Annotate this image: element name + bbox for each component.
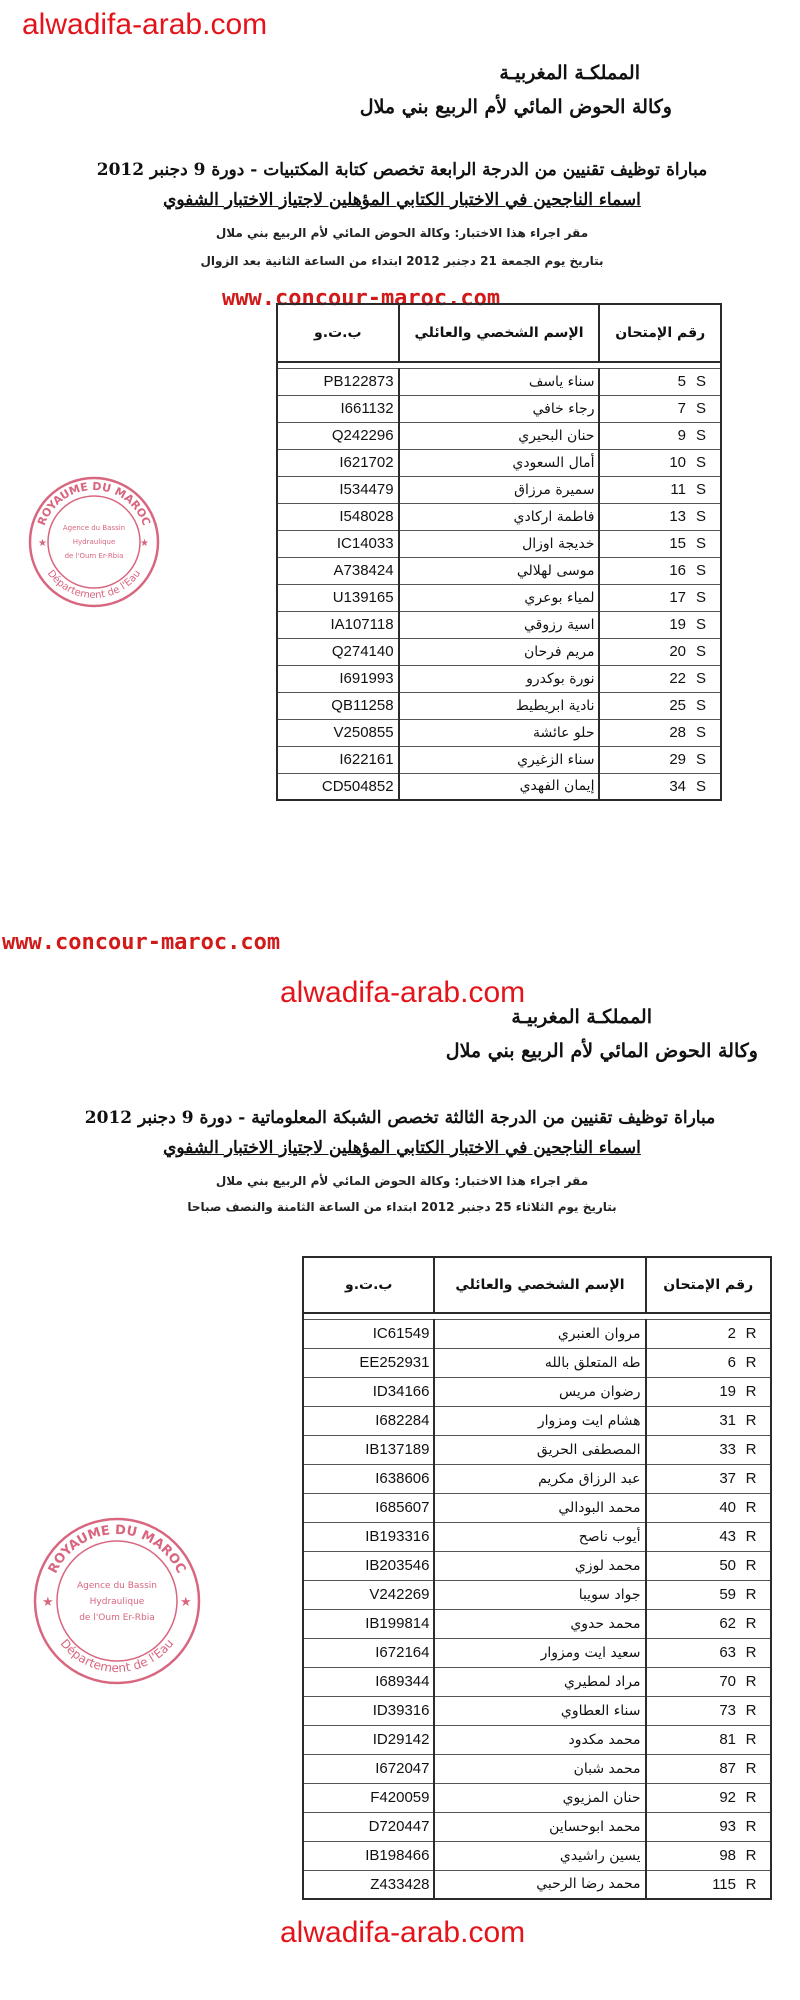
exam-number: 28	[669, 724, 686, 741]
cin-cell: I638606	[303, 1464, 434, 1493]
table-row	[277, 584, 721, 611]
exam-number-cell	[599, 395, 721, 422]
official-stamp-1	[24, 472, 164, 612]
exam-number: 9	[677, 427, 686, 444]
exam-number: 81	[719, 1731, 736, 1748]
exam-number-cell	[646, 1783, 772, 1812]
watermark-top: alwadifa-arab.com	[22, 8, 268, 41]
exam-series-letter: R	[745, 1789, 757, 1806]
exam-number-cell	[599, 611, 721, 638]
table-row	[303, 1754, 771, 1783]
table-row	[277, 692, 721, 719]
cin-cell: I672047	[303, 1754, 434, 1783]
name-cell: حنان المزيوي	[434, 1783, 645, 1812]
name-cell: محمد لوزي	[434, 1551, 645, 1580]
exam-number: 50	[719, 1557, 736, 1574]
exam-number: 34	[669, 777, 686, 795]
exam-number: 37	[719, 1470, 736, 1487]
agency-heading-1: وكالة الحوض المائي لأم الربيع بني ملال	[359, 96, 672, 118]
exam-series-letter: S	[695, 777, 706, 795]
table-row	[303, 1493, 771, 1522]
exam-number: 115	[712, 1875, 736, 1893]
exam-number-cell	[646, 1725, 772, 1754]
exam-number: 73	[719, 1702, 736, 1719]
table-row	[303, 1609, 771, 1638]
table-row	[303, 1435, 771, 1464]
table-row	[303, 1812, 771, 1841]
exam-number-cell	[599, 746, 721, 773]
name-cell: المصطفى الحريق	[434, 1435, 645, 1464]
table-row	[277, 746, 721, 773]
name-cell: جواد سويبا	[434, 1580, 645, 1609]
cin-cell: A738424	[277, 557, 399, 584]
cin-cell: Q242296	[277, 422, 399, 449]
exam-number-cell	[646, 1435, 772, 1464]
header-cin: ب.ت.و	[277, 304, 399, 362]
exam-number: 33	[719, 1441, 736, 1458]
exam-series-letter: R	[745, 1528, 757, 1545]
exam-series-letter: S	[695, 697, 706, 714]
name-cell: رجاء خافي	[399, 395, 600, 422]
table-row	[277, 611, 721, 638]
official-stamp-2	[28, 1512, 206, 1690]
table-row	[277, 449, 721, 476]
stamp-1-star-right-icon: ★	[140, 538, 149, 549]
exam-number-cell	[646, 1609, 772, 1638]
cin-cell: V250855	[277, 719, 399, 746]
cin-cell: IC14033	[277, 530, 399, 557]
exam-series-letter: S	[695, 373, 706, 390]
exam-series-letter: R	[745, 1875, 757, 1893]
exam-number-cell	[646, 1812, 772, 1841]
name-cell: حنان البحيري	[399, 422, 600, 449]
exam-title-1: مباراة توظيف تقنيين من الدرجة الرابعة تخصص كتابة المكتبيات - دورة 9 دجنبر 2012	[96, 160, 708, 180]
exam-number: 31	[719, 1412, 736, 1429]
name-cell: لمياء بوعري	[399, 584, 600, 611]
exam-subtitle-1: اسماء الناجحين في الاختبار الكتابي المؤهلين لاجتياز الاختبار الشفوي	[163, 190, 641, 210]
cin-cell: I685607	[303, 1493, 434, 1522]
exam-number-cell	[599, 557, 721, 584]
table-row	[277, 557, 721, 584]
exam-number-cell	[599, 773, 721, 800]
exam-number-cell	[646, 1754, 772, 1783]
exam-number: 98	[719, 1847, 736, 1864]
table-row	[277, 638, 721, 665]
exam-number-cell	[646, 1493, 772, 1522]
exam-series-letter: R	[745, 1760, 757, 1777]
exam-series-letter: R	[745, 1673, 757, 1690]
cin-cell: F420059	[303, 1783, 434, 1812]
table-row	[277, 719, 721, 746]
cin-cell: I689344	[303, 1667, 434, 1696]
stamp-1-inner-1: Agence du Bassin	[62, 524, 126, 532]
cin-cell: I691993	[277, 665, 399, 692]
table-row	[303, 1725, 771, 1754]
exam-number-cell	[599, 368, 721, 395]
cin-cell: IB137189	[303, 1435, 434, 1464]
name-cell: سعيد ايت ومزوار	[434, 1638, 645, 1667]
exam-number: 22	[669, 670, 686, 687]
cin-cell: I672164	[303, 1638, 434, 1667]
exam-number: 25	[669, 697, 686, 714]
cin-cell: ID34166	[303, 1377, 434, 1406]
exam-title-2: مباراة توظيف تقنيين من الدرجة الثالثة تخصص الشبكة المعلوماتية - دورة 9 دجنبر 2012	[84, 1108, 716, 1128]
stamp-1-bottom-text: Département de l'Eau	[44, 568, 144, 602]
cin-cell: PB122873	[277, 368, 399, 395]
watermark-concours-1: www.concour-maroc.com	[222, 286, 501, 311]
name-cell: أيوب ناصح	[434, 1522, 645, 1551]
cin-cell: Q274140	[277, 638, 399, 665]
watermark-bottom: alwadifa-arab.com	[280, 1916, 526, 1949]
exam-series-letter: S	[695, 643, 706, 660]
exam-subtitle-2: اسماء الناجحين في الاختبار الكتابي المؤهلين لاجتياز الاختبار الشفوي	[163, 1138, 641, 1158]
exam-number-cell	[599, 449, 721, 476]
table-row	[303, 1522, 771, 1551]
cin-cell: I621702	[277, 449, 399, 476]
exam-venue-1: مقر اجراء هذا الاختبار: وكالة الحوض المائي لأم الربيع بني ملال	[215, 226, 589, 240]
table-row	[303, 1841, 771, 1870]
table-row	[277, 368, 721, 395]
stamp-2-star-left-icon: ★	[42, 1595, 54, 1610]
exam-number-cell	[599, 584, 721, 611]
header-name: الإسم الشخصي والعائلي	[399, 304, 600, 362]
exam-number-cell	[599, 665, 721, 692]
exam-number-cell	[646, 1406, 772, 1435]
exam-number-cell	[646, 1522, 772, 1551]
exam-number-cell	[599, 638, 721, 665]
exam-number: 62	[719, 1615, 736, 1632]
exam-number: 6	[727, 1354, 736, 1371]
exam-number: 29	[669, 751, 686, 768]
exam-number-cell	[646, 1464, 772, 1493]
exam-series-letter: R	[745, 1731, 757, 1748]
table-row	[303, 1580, 771, 1609]
cin-cell: I661132	[277, 395, 399, 422]
name-cell: مروان العنبري	[434, 1319, 645, 1348]
exam-series-letter: R	[745, 1586, 757, 1603]
cin-cell: IB199814	[303, 1609, 434, 1638]
exam-number-cell	[646, 1667, 772, 1696]
exam-series-letter: S	[695, 427, 706, 444]
cin-cell: I534479	[277, 476, 399, 503]
table-row	[277, 530, 721, 557]
name-cell: حلو عائشة	[399, 719, 600, 746]
name-cell: سناء العطاوي	[434, 1696, 645, 1725]
stamp-1-inner-2: Hydraulique	[72, 538, 116, 546]
exam-series-letter: S	[695, 508, 706, 525]
exam-series-letter: R	[745, 1644, 757, 1661]
table-row	[303, 1638, 771, 1667]
table-row	[303, 1696, 771, 1725]
exam-number-cell	[646, 1319, 772, 1348]
name-cell: محمد ابوحساين	[434, 1812, 645, 1841]
exam-number-cell	[599, 503, 721, 530]
stamp-2-star-right-icon: ★	[180, 1595, 192, 1610]
exam-series-letter: R	[745, 1354, 757, 1371]
cin-cell: IA107118	[277, 611, 399, 638]
results-table-2	[302, 1256, 772, 1900]
exam-number: 59	[719, 1586, 736, 1603]
exam-series-letter: R	[745, 1557, 757, 1574]
name-cell: نورة بوكدرو	[399, 665, 600, 692]
stamp-2-inner-1: Agence du Bassin	[76, 1581, 158, 1591]
stamp-2-top-text: ROYAUME DU MAROC	[45, 1522, 189, 1576]
exam-series-letter: R	[745, 1441, 757, 1458]
table-row	[277, 395, 721, 422]
name-cell: هشام ايت ومزوار	[434, 1406, 645, 1435]
exam-series-letter: S	[695, 589, 706, 606]
exam-series-letter: S	[695, 751, 706, 768]
table-row	[303, 1667, 771, 1696]
exam-number: 16	[669, 562, 686, 579]
cin-cell: IB203546	[303, 1551, 434, 1580]
exam-number: 13	[669, 508, 686, 525]
kingdom-heading-1: المملكـة المغربيـة	[499, 62, 640, 84]
cin-cell: ID39316	[303, 1696, 434, 1725]
table-row	[303, 1377, 771, 1406]
table-row	[303, 1464, 771, 1493]
name-cell: مريم فرحان	[399, 638, 600, 665]
cin-cell: V242269	[303, 1580, 434, 1609]
exam-number-cell	[646, 1551, 772, 1580]
name-cell: يسين راشيدي	[434, 1841, 645, 1870]
cin-cell: U139165	[277, 584, 399, 611]
table-row	[277, 422, 721, 449]
exam-series-letter: R	[745, 1325, 757, 1342]
name-cell: محمد البودالي	[434, 1493, 645, 1522]
cin-cell: Z433428	[303, 1870, 434, 1899]
exam-number-cell	[599, 476, 721, 503]
exam-number-cell	[646, 1638, 772, 1667]
exam-series-letter: R	[745, 1615, 757, 1632]
name-cell: سناء الزغيري	[399, 746, 600, 773]
exam-number-cell	[646, 1870, 772, 1899]
name-cell: فاطمة اركادي	[399, 503, 600, 530]
exam-number: 7	[677, 400, 686, 417]
name-cell: رضوان مريس	[434, 1377, 645, 1406]
exam-date-2: بتاريخ يوم الثلاثاء 25 دجنبر 2012 ابتداء من الساعة الثامنة والنصف صباحا	[187, 1200, 617, 1214]
exam-number: 20	[669, 643, 686, 660]
exam-number-cell	[599, 530, 721, 557]
table-row	[303, 1551, 771, 1580]
name-cell: أمال السعودي	[399, 449, 600, 476]
name-cell: نادية ابريطيط	[399, 692, 600, 719]
exam-number-cell	[599, 719, 721, 746]
watermark-concours-2: www.concour-maroc.com	[2, 930, 281, 955]
header-exam-number: رقم الإمتحان	[599, 304, 721, 362]
exam-series-letter: R	[745, 1470, 757, 1487]
exam-number-cell	[646, 1841, 772, 1870]
name-cell: خديجة اوزال	[399, 530, 600, 557]
stamp-2-bottom-text: Département de l'Eau	[57, 1636, 177, 1676]
name-cell: سناء ياسف	[399, 368, 600, 395]
exam-number-cell	[599, 692, 721, 719]
table-row	[277, 476, 721, 503]
name-cell: عبد الرزاق مكريم	[434, 1464, 645, 1493]
exam-series-letter: R	[745, 1499, 757, 1516]
cin-cell: I682284	[303, 1406, 434, 1435]
name-cell: إيمان الفهدي	[399, 773, 600, 800]
exam-number: 40	[719, 1499, 736, 1516]
stamp-2-inner-3: de l'Oum Er-Rbia	[79, 1613, 155, 1623]
exam-number: 15	[669, 535, 686, 552]
table-row	[303, 1783, 771, 1812]
exam-series-letter: S	[695, 562, 706, 579]
exam-number: 19	[719, 1383, 736, 1400]
exam-series-letter: R	[745, 1412, 757, 1429]
table-row	[277, 665, 721, 692]
exam-number: 17	[669, 589, 686, 606]
exam-series-letter: S	[695, 670, 706, 687]
cin-cell: ID29142	[303, 1725, 434, 1754]
exam-series-letter: S	[695, 454, 706, 471]
name-cell: محمد مكدود	[434, 1725, 645, 1754]
exam-series-letter: S	[695, 724, 706, 741]
exam-series-letter: S	[695, 481, 706, 498]
name-cell: محمد شبان	[434, 1754, 645, 1783]
name-cell: اسية رزوقي	[399, 611, 600, 638]
cin-cell: I622161	[277, 746, 399, 773]
name-cell: طه المتعلق بالله	[434, 1348, 645, 1377]
name-cell: موسى لهلالي	[399, 557, 600, 584]
exam-series-letter: R	[745, 1702, 757, 1719]
cin-cell: D720447	[303, 1812, 434, 1841]
table-row	[277, 773, 721, 800]
table-row	[303, 1319, 771, 1348]
watermark-middle: alwadifa-arab.com	[280, 976, 526, 1009]
exam-number: 5	[677, 373, 686, 390]
cin-cell: CD504852	[277, 773, 399, 800]
exam-series-letter: S	[695, 616, 706, 633]
cin-cell: IB193316	[303, 1522, 434, 1551]
stamp-2-inner-2: Hydraulique	[89, 1597, 145, 1607]
exam-number-cell	[646, 1348, 772, 1377]
exam-number: 19	[669, 616, 686, 633]
table-row	[303, 1870, 771, 1899]
exam-number: 63	[719, 1644, 736, 1661]
exam-series-letter: S	[695, 535, 706, 552]
stamp-1-top-text: ROYAUME DU MAROC	[35, 479, 153, 528]
name-cell: محمد رضا الرحبي	[434, 1870, 645, 1899]
table-row	[303, 1406, 771, 1435]
exam-number: 87	[719, 1760, 736, 1777]
exam-series-letter: R	[745, 1847, 757, 1864]
kingdom-heading-2: المملكـة المغربيـة	[511, 1006, 652, 1028]
name-cell: محمد حدوي	[434, 1609, 645, 1638]
exam-number-cell	[646, 1580, 772, 1609]
exam-number-cell	[646, 1696, 772, 1725]
exam-number: 70	[719, 1673, 736, 1690]
header-exam-number: رقم الإمتحان	[646, 1257, 772, 1313]
exam-number: 93	[719, 1818, 736, 1835]
exam-number-cell	[599, 422, 721, 449]
exam-number: 10	[669, 454, 686, 471]
stamp-1-star-left-icon: ★	[38, 538, 47, 549]
exam-date-1: بتاريخ يوم الجمعة 21 دجنبر 2012 ابتداء من الساعة الثانية بعد الزوال	[200, 254, 604, 268]
cin-cell: QB11258	[277, 692, 399, 719]
header-cin: ب.ت.و	[303, 1257, 434, 1313]
cin-cell: IC61549	[303, 1319, 434, 1348]
table-row	[277, 503, 721, 530]
table-row	[303, 1348, 771, 1377]
exam-venue-2: مقر اجراء هذا الاختبار: وكالة الحوض المائي لأم الربيع بني ملال	[215, 1174, 589, 1188]
exam-number: 92	[719, 1789, 736, 1806]
name-cell: مراد لمطيري	[434, 1667, 645, 1696]
exam-series-letter: R	[745, 1383, 757, 1400]
exam-number-cell	[646, 1377, 772, 1406]
exam-number: 43	[719, 1528, 736, 1545]
stamp-1-inner-3: de l'Oum Er-Rbia	[64, 552, 124, 560]
exam-series-letter: R	[745, 1818, 757, 1835]
name-cell: سميرة مرزاق	[399, 476, 600, 503]
cin-cell: IB198466	[303, 1841, 434, 1870]
cin-cell: I548028	[277, 503, 399, 530]
exam-series-letter: S	[695, 400, 706, 417]
header-name: الإسم الشخصي والعائلي	[434, 1257, 645, 1313]
results-table-1	[276, 303, 722, 801]
agency-heading-2: وكالة الحوض المائي لأم الربيع بني ملال	[445, 1040, 758, 1062]
cin-cell: EE252931	[303, 1348, 434, 1377]
exam-number: 11	[670, 481, 686, 498]
exam-number: 2	[727, 1325, 736, 1342]
